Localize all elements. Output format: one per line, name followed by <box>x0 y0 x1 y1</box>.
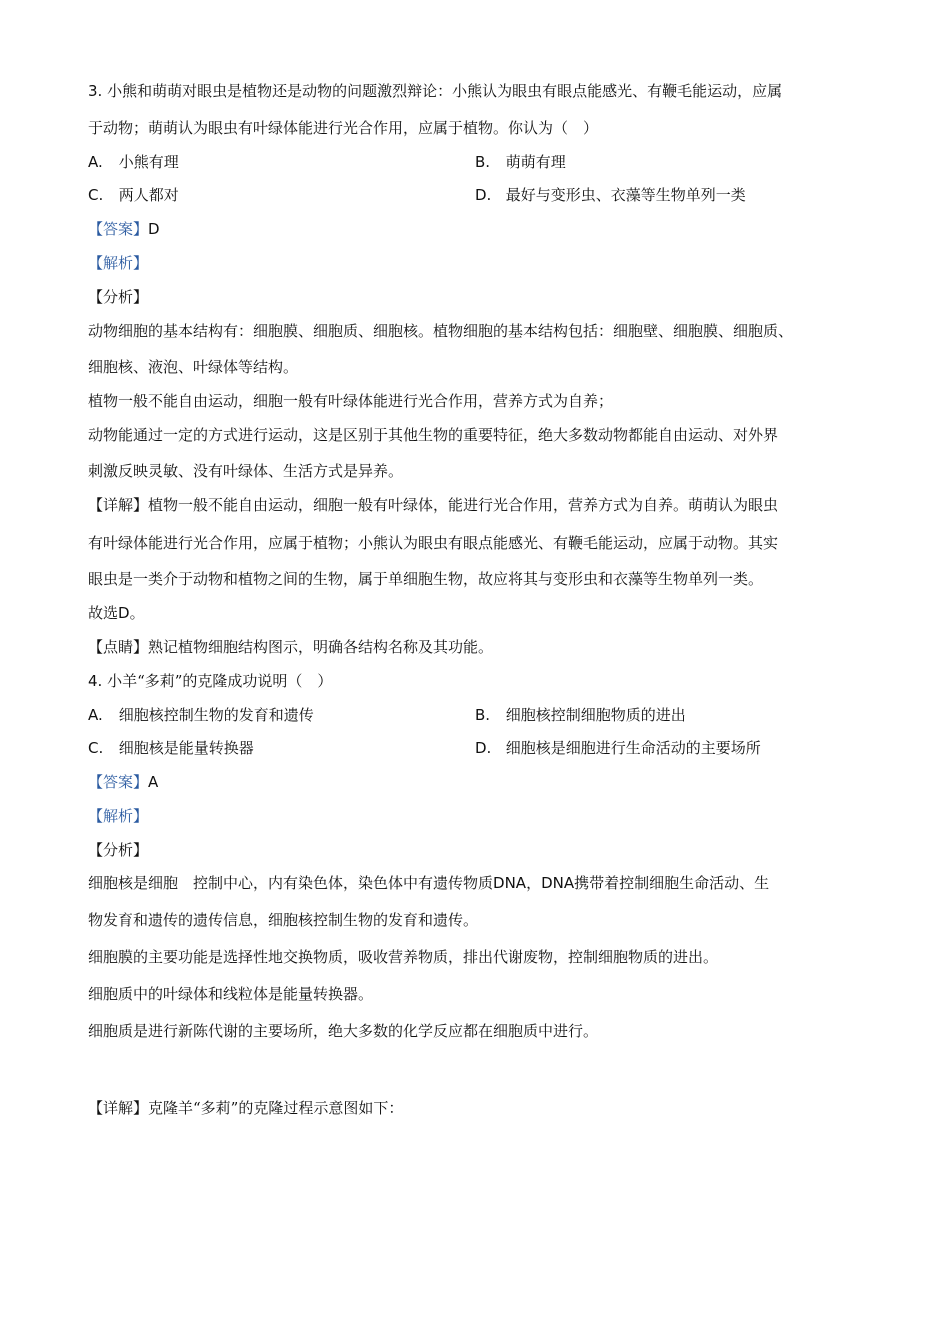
option-letter: A. <box>88 153 103 171</box>
dianjing-text: 熟记植物细胞结构图示，明确各结构名称及其功能。 <box>148 638 494 656</box>
q4-fenxi-label: 【分析】 <box>88 841 149 859</box>
q3-answer <box>88 219 160 239</box>
q3-fenxi-label: 【分析】 <box>88 288 149 306</box>
conclusion-prefix: 故选 <box>88 604 119 622</box>
q4-number: 4. <box>88 672 103 690</box>
option-text: 两人都对 <box>118 186 179 204</box>
q3-option-a <box>88 152 179 172</box>
q3-option-b <box>475 152 566 172</box>
analysis-text: 细胞核是细胞 控制中心，内有染色体，染色体中有遗传物质 <box>88 874 494 892</box>
q3-option-c <box>88 185 179 205</box>
analysis-text: ， <box>526 874 542 892</box>
q3-stem-text: 小熊和萌萌对眼虫是植物还是动物的问题激烈辩论：小熊认为眼虫有眼点能感光、有鞭毛能运动，应属 <box>107 82 783 100</box>
q4-analysis-3: 细胞质中的叶绿体和线粒体是能量转换器。 <box>88 985 374 1003</box>
q3-detail-2: 有叶绿体能进行光合作用，应属于植物；小熊认为眼虫有眼点能感光、有鞭毛能运动，应属于动物。其实 <box>88 534 779 552</box>
answer-value: D <box>148 220 160 238</box>
q3-conclusion <box>88 603 145 623</box>
option-text: 细胞核是细胞进行生命活动的主要场所 <box>505 739 761 757</box>
q3-detail-1 <box>88 495 778 515</box>
q3-analysis-2: 植物一般不能自由运动，细胞一般有叶绿体能进行光合作用，营养方式为自养； <box>88 392 614 410</box>
answer-label: 【答案】 <box>88 220 149 238</box>
option-text: 细胞核控制生物的发育和遗传 <box>118 706 314 724</box>
option-letter: B. <box>475 706 491 724</box>
q4-analysis-1a <box>88 873 769 893</box>
q4-option-d <box>475 738 761 758</box>
option-text: 细胞核是能量转换器 <box>118 739 254 757</box>
q4-analysis-4: 细胞质是进行新陈代谢的主要场所，绝大多数的化学反应都在细胞质中进行。 <box>88 1022 599 1040</box>
analysis-text: 携带着控制细胞生命活动、生 <box>574 874 770 892</box>
option-letter: B. <box>475 153 491 171</box>
option-letter: C. <box>88 186 104 204</box>
option-letter: D. <box>475 186 492 204</box>
q3-detail-3: 眼虫是一类介于动物和植物之间的生物，属于单细胞生物，故应将其与变形虫和衣藻等生物单列一类。 <box>88 570 764 588</box>
q3-analysis-3b: 刺激反映灵敏、没有叶绿体、生活方式是异养。 <box>88 462 404 480</box>
option-text: 细胞核控制细胞物质的进出 <box>505 706 686 724</box>
q3-analysis-1b: 细胞核、液泡、叶绿体等结构。 <box>88 358 299 376</box>
dna-term: DNA <box>493 874 527 892</box>
option-letter: C. <box>88 739 104 757</box>
q4-option-b <box>475 705 686 725</box>
q3-dianjing <box>88 637 493 657</box>
q3-number: 3. <box>88 82 103 100</box>
q3-stem-line2: 于动物；萌萌认为眼虫有叶绿体能进行光合作用，应属于植物。你认为（ ） <box>88 119 599 137</box>
detail-label: 【详解】 <box>88 1099 149 1117</box>
option-text: 最好与变形虫、衣藻等生物单列一类 <box>505 186 746 204</box>
detail-text: 克隆羊“多莉”的克隆过程示意图如下： <box>148 1099 404 1117</box>
q4-option-c <box>88 738 254 758</box>
q3-option-d <box>475 185 746 205</box>
q4-detail-1 <box>88 1098 403 1118</box>
option-text: 小熊有理 <box>118 153 179 171</box>
q3-stem-line1 <box>88 81 782 101</box>
conclusion-value: D <box>118 604 130 622</box>
q4-analysis-1b: 物发育和遗传的遗传信息，细胞核控制生物的发育和遗传。 <box>88 911 479 929</box>
q4-option-a <box>88 705 314 725</box>
q4-stem <box>88 671 332 691</box>
option-letter: A. <box>88 706 103 724</box>
q4-answer <box>88 772 158 792</box>
q4-jiexi-label: 【解析】 <box>88 807 149 825</box>
detail-text: 植物一般不能自由运动，细胞一般有叶绿体，能进行光合作用，营养方式为自养。萌萌认为眼虫 <box>148 496 779 514</box>
answer-value: A <box>148 773 159 791</box>
q3-jiexi-label: 【解析】 <box>88 254 149 272</box>
q4-analysis-2: 细胞膜的主要功能是选择性地交换物质，吸收营养物质，排出代谢废物，控制细胞物质的进出。 <box>88 948 719 966</box>
option-letter: D. <box>475 739 492 757</box>
answer-label: 【答案】 <box>88 773 149 791</box>
conclusion-suffix: 。 <box>129 604 145 622</box>
option-text: 萌萌有理 <box>505 153 566 171</box>
q3-analysis-1a: 动物细胞的基本结构有：细胞膜、细胞质、细胞核。植物细胞的基本结构包括：细胞壁、细胞膜、细胞质、 <box>88 322 794 340</box>
dna-term: DNA <box>541 874 575 892</box>
q3-analysis-3a: 动物能通过一定的方式进行运动，这是区别于其他生物的重要特征，绝大多数动物都能自由运动、对外界 <box>88 426 779 444</box>
q4-stem-text: 小羊“多莉”的克隆成功说明（ ） <box>107 672 333 690</box>
dianjing-label: 【点睛】 <box>88 638 149 656</box>
detail-label: 【详解】 <box>88 496 149 514</box>
